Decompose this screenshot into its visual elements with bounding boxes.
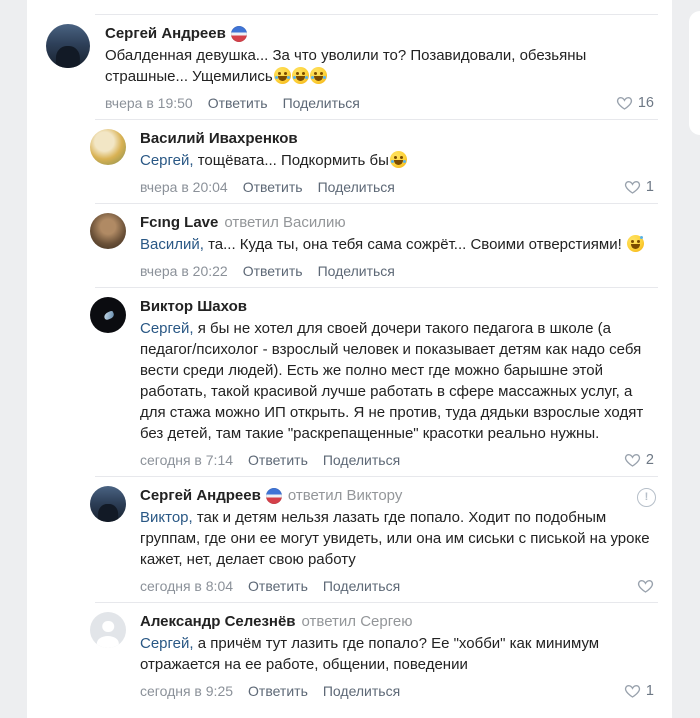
author-status-badge-icon <box>231 26 247 42</box>
comment-text: Обалденная девушка... За что уволили то? Позавидовали, обезьяны страшные... Ущемились <box>105 47 587 85</box>
sweat-smile-emoji-icon <box>627 235 644 252</box>
mention-link[interactable]: Сергей, <box>140 635 194 652</box>
replied-to-label[interactable]: ответил Сергею <box>301 613 413 630</box>
comments-feed <box>27 0 672 718</box>
comment-reply <box>90 288 672 476</box>
comment-author[interactable]: Сергей Андреев <box>105 25 226 42</box>
reply-button[interactable]: Ответить <box>242 263 303 279</box>
like-button[interactable] <box>624 451 654 469</box>
comment-author[interactable]: Виктор Шахов <box>140 298 247 315</box>
heart-icon <box>624 452 641 468</box>
avatar[interactable] <box>46 24 90 68</box>
sidebar-card-edge <box>689 11 700 135</box>
comment-author[interactable]: Fcıng Lave <box>140 214 219 231</box>
comment-timestamp[interactable]: вчера в 19:50 <box>105 95 193 111</box>
share-button[interactable]: Поделиться <box>322 452 401 468</box>
heart-icon <box>624 683 641 699</box>
avatar[interactable] <box>90 486 126 522</box>
share-button[interactable]: Поделиться <box>322 578 401 594</box>
mention-link[interactable]: Сергей, <box>140 152 194 169</box>
comment-timestamp[interactable]: сегодня в 9:25 <box>140 683 234 699</box>
avatar[interactable] <box>90 297 126 333</box>
comment-reply <box>90 204 672 287</box>
heart-icon <box>637 578 654 594</box>
avatar[interactable] <box>90 129 126 165</box>
replied-to-label[interactable]: ответил Василию <box>224 214 346 231</box>
report-warning-icon[interactable]: ! <box>637 488 656 507</box>
avatar[interactable] <box>90 612 126 648</box>
comment-reply <box>90 120 672 203</box>
comment-text: Сергей, я бы не хотел для своей дочери такого педагога в школе (а педагог/психолог - взрослый человек и показывает детям как надо себя вести среди людей). Есть же полно мест где можно барышне этой работать, такой красивой лучше работать в сфере массажных услуг, а для стажа можно ИП открыть. Я не против, туда дядьки взрослые ходят без детей, там такие "раскрепащенные" красотки реально нужны. <box>140 320 644 442</box>
comment-author[interactable]: Сергей Андреев <box>140 487 261 504</box>
comment-text: Василий, та... Куда ты, она тебя сама сожрёт... Своими отверстиями! <box>140 234 654 255</box>
reply-button[interactable]: Ответить <box>207 95 268 111</box>
avatar[interactable] <box>90 213 126 249</box>
like-button[interactable] <box>624 178 654 196</box>
reply-button[interactable]: Ответить <box>248 452 308 468</box>
like-button[interactable] <box>616 94 654 112</box>
comment-author[interactable]: Василий Ивахренков <box>140 130 298 147</box>
comment-author[interactable]: Александр Селезнёв <box>140 613 296 630</box>
mention-link[interactable]: Сергей, <box>140 320 194 337</box>
replied-to-label[interactable]: ответил Виктору <box>287 487 403 504</box>
comment-timestamp[interactable]: сегодня в 7:14 <box>140 452 234 468</box>
like-button[interactable] <box>624 682 654 700</box>
comment-reply <box>90 603 672 707</box>
comment-text: Виктор, так и детям нельзя лазать где попало. Ходит по подобным группам, где они ее могут увидеть, или она им сиськи с писькой на уроке кажет, нет, делает свою работу <box>140 509 650 568</box>
heart-icon <box>616 95 633 111</box>
joy-emoji-icon <box>292 67 309 84</box>
like-count: 2 <box>645 452 654 468</box>
author-status-badge-icon <box>266 488 282 504</box>
joy-emoji-icon <box>274 67 291 84</box>
spacer <box>46 0 672 14</box>
like-count: 1 <box>645 179 654 195</box>
reply-button[interactable]: Ответить <box>248 578 308 594</box>
share-button[interactable]: Поделиться <box>317 263 395 279</box>
reply-button[interactable]: Ответить <box>242 179 303 195</box>
heart-icon <box>624 179 641 195</box>
comment-thread-root <box>46 15 672 119</box>
comment-text: Сергей, а причём тут лазить где попало? Ее "хобби" как минимум отражается на ее работе, общении, поведении <box>140 635 600 673</box>
share-button[interactable]: Поделиться <box>282 95 360 111</box>
joy-emoji-icon <box>390 151 407 168</box>
reply-button[interactable]: Ответить <box>248 683 308 699</box>
comment-timestamp[interactable]: сегодня в 8:04 <box>140 578 234 594</box>
comment-text: Сергей, тощёвата... Подкормить бы <box>140 150 654 171</box>
like-count: 16 <box>637 95 654 111</box>
share-button[interactable]: Поделиться <box>322 683 401 699</box>
comment-reply <box>90 477 672 602</box>
comment-timestamp[interactable]: вчера в 20:22 <box>140 263 228 279</box>
mention-link[interactable]: Виктор, <box>140 509 193 526</box>
like-button[interactable] <box>637 578 654 594</box>
share-button[interactable]: Поделиться <box>317 179 395 195</box>
mention-link[interactable]: Василий, <box>140 236 204 253</box>
joy-emoji-icon <box>310 67 327 84</box>
comment-timestamp[interactable]: вчера в 20:04 <box>140 179 228 195</box>
like-count: 1 <box>645 683 654 699</box>
